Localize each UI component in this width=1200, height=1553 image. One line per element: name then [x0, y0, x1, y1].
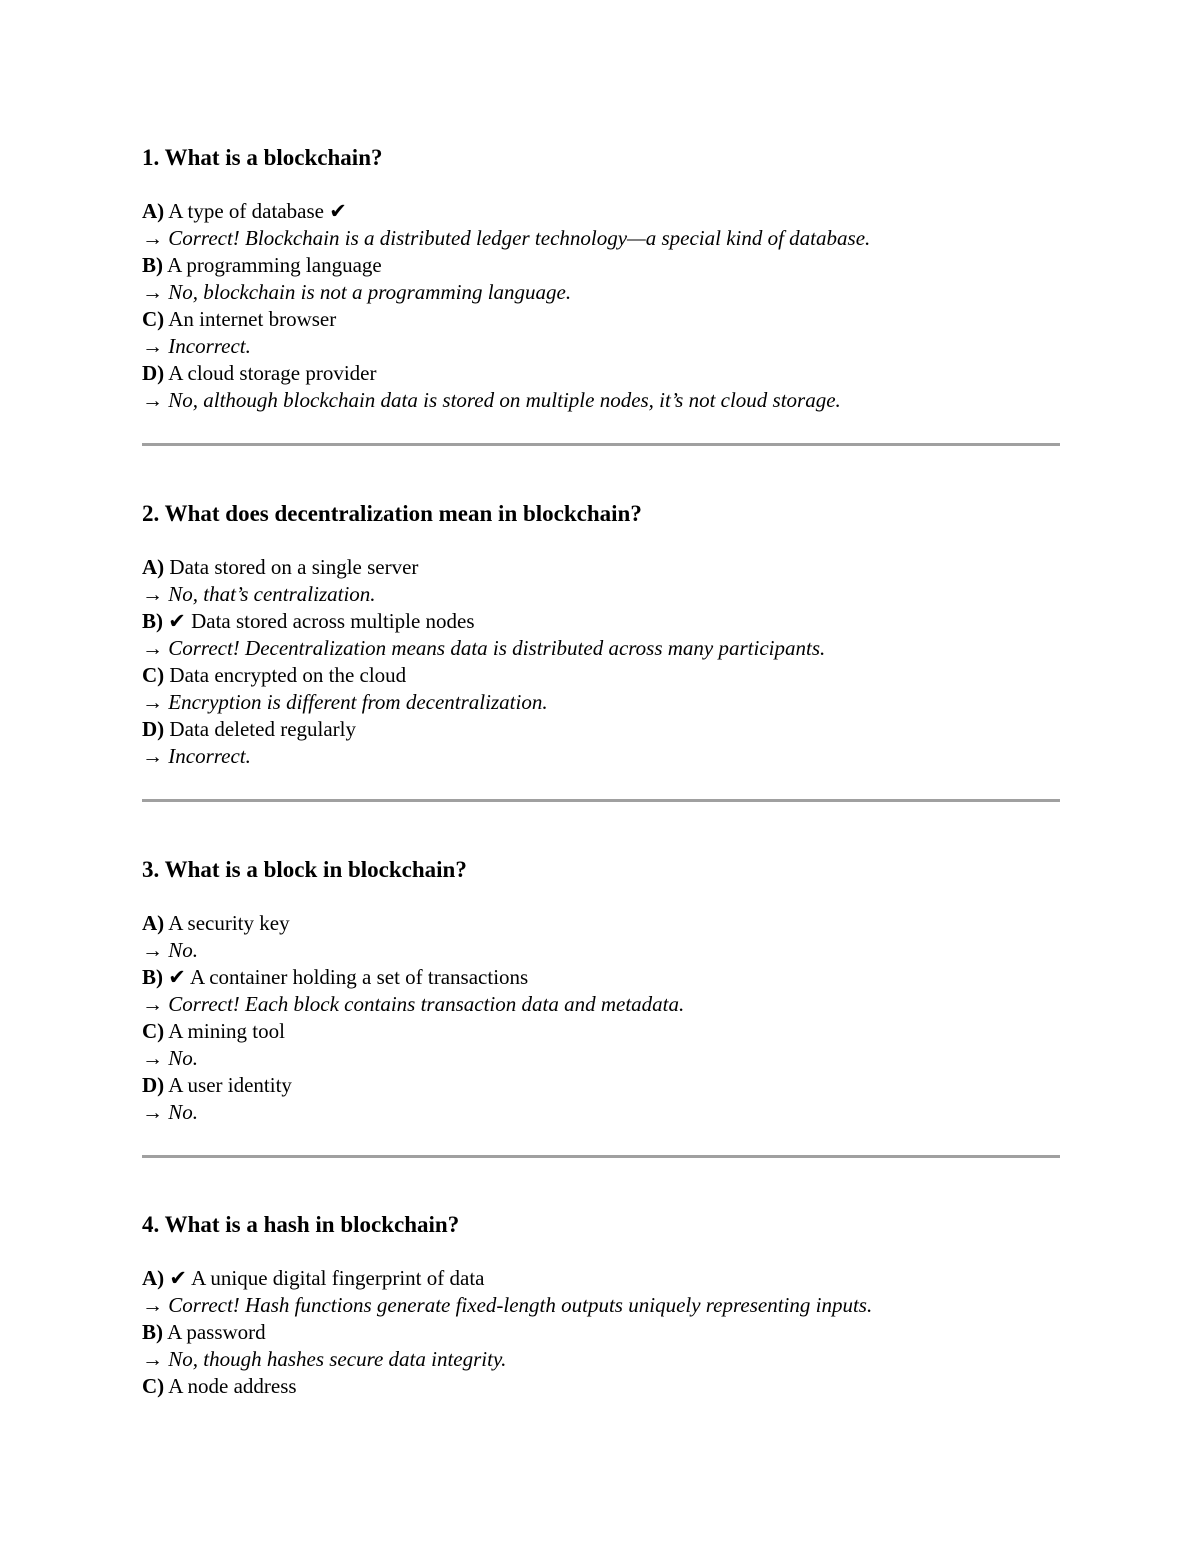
- options-list: [142, 554, 1060, 770]
- option-text: A password: [167, 1320, 266, 1344]
- option-a: [142, 198, 1060, 225]
- arrow-icon: →: [142, 334, 163, 358]
- question-4: [142, 1211, 1060, 1400]
- arrow-icon: →: [142, 992, 163, 1016]
- feedback-text: Correct! Decentralization means data is distributed across many participants.: [168, 636, 826, 660]
- arrow-icon: →: [142, 744, 163, 768]
- option-letter: C): [142, 1019, 165, 1043]
- check-icon: ✔: [169, 1266, 188, 1290]
- option-a: [142, 910, 1060, 937]
- option-feedback: [142, 225, 1060, 252]
- arrow-icon: →: [142, 938, 163, 962]
- option-letter: B): [142, 609, 163, 633]
- option-text: A security key: [168, 911, 290, 935]
- arrow-icon: →: [142, 1293, 163, 1317]
- option-letter: A): [142, 911, 165, 935]
- question-title: 3. What is a block in blockchain?: [142, 857, 467, 882]
- option-c: [142, 1373, 1060, 1400]
- option-text: An internet browser: [168, 307, 337, 331]
- option-text: A cloud storage provider: [168, 361, 377, 385]
- option-text: Data deleted regularly: [169, 717, 356, 741]
- option-c: [142, 662, 1060, 689]
- arrow-icon: →: [142, 582, 163, 606]
- option-text: Data stored across multiple nodes: [191, 609, 475, 633]
- question-2: [142, 500, 1060, 770]
- option-letter: A): [142, 1266, 165, 1290]
- feedback-text: No.: [168, 938, 199, 962]
- option-feedback: [142, 689, 1060, 716]
- option-feedback: [142, 635, 1060, 662]
- feedback-text: Correct! Hash functions generate fixed-length outputs uniquely representing inputs.: [168, 1293, 873, 1317]
- option-feedback: [142, 581, 1060, 608]
- option-b: [142, 1319, 1060, 1346]
- option-a: [142, 554, 1060, 581]
- option-feedback: [142, 1346, 1060, 1373]
- option-text: Data stored on a single server: [169, 555, 419, 579]
- feedback-text: No, blockchain is not a programming language.: [168, 280, 572, 304]
- arrow-icon: →: [142, 1046, 163, 1070]
- arrow-icon: →: [142, 226, 163, 250]
- option-feedback: [142, 1099, 1060, 1126]
- section-divider: [142, 799, 1060, 802]
- question-1: [142, 144, 1060, 414]
- arrow-icon: →: [142, 1100, 163, 1124]
- option-b: [142, 608, 1060, 635]
- option-letter: D): [142, 1073, 165, 1097]
- section-divider: [142, 1155, 1060, 1158]
- option-letter: C): [142, 663, 165, 687]
- check-icon: ✔: [329, 199, 347, 223]
- option-letter: B): [142, 253, 163, 277]
- option-letter: C): [142, 307, 165, 331]
- option-feedback: [142, 991, 1060, 1018]
- feedback-text: No, that’s centralization.: [168, 582, 376, 606]
- option-feedback: [142, 1292, 1060, 1319]
- option-letter: B): [142, 1320, 163, 1344]
- feedback-text: No.: [168, 1100, 199, 1124]
- option-letter: B): [142, 965, 163, 989]
- option-c: [142, 306, 1060, 333]
- arrow-icon: →: [142, 280, 163, 304]
- option-text: A user identity: [168, 1073, 292, 1097]
- option-d: [142, 1072, 1060, 1099]
- option-d: [142, 716, 1060, 743]
- option-letter: D): [142, 717, 165, 741]
- option-letter: C): [142, 1374, 165, 1398]
- option-feedback: [142, 743, 1060, 770]
- question-title: 4. What is a hash in blockchain?: [142, 1212, 460, 1237]
- option-text: A programming language: [167, 253, 382, 277]
- question-title: 2. What does decentralization mean in blockchain?: [142, 501, 642, 526]
- options-list: [142, 910, 1060, 1126]
- option-text: A container holding a set of transactions: [189, 965, 529, 989]
- arrow-icon: →: [142, 690, 163, 714]
- question-3: [142, 856, 1060, 1126]
- option-letter: A): [142, 199, 165, 223]
- option-feedback: [142, 1045, 1060, 1072]
- option-feedback: [142, 333, 1060, 360]
- check-icon: ✔: [168, 609, 186, 633]
- option-text: A mining tool: [168, 1019, 285, 1043]
- option-text: A type of database: [168, 199, 324, 223]
- feedback-text: No, although blockchain data is stored on multiple nodes, it’s not cloud storage.: [168, 388, 841, 412]
- check-icon: ✔: [168, 965, 186, 989]
- feedback-text: Incorrect.: [168, 744, 251, 768]
- option-feedback: [142, 279, 1060, 306]
- option-b: [142, 252, 1060, 279]
- option-feedback: [142, 387, 1060, 414]
- option-letter: A): [142, 555, 165, 579]
- arrow-icon: →: [142, 388, 163, 412]
- feedback-text: Correct! Blockchain is a distributed ledger technology—a special kind of database.: [168, 226, 871, 250]
- arrow-icon: →: [142, 1347, 163, 1371]
- option-c: [142, 1018, 1060, 1045]
- option-a: [142, 1265, 1060, 1292]
- feedback-text: Correct! Each block contains transaction data and metadata.: [168, 992, 685, 1016]
- question-title: 1. What is a blockchain?: [142, 145, 383, 170]
- feedback-text: No, though hashes secure data integrity.: [168, 1347, 507, 1371]
- option-text: Data encrypted on the cloud: [169, 663, 407, 687]
- feedback-text: No.: [168, 1046, 199, 1070]
- option-text: A node address: [168, 1374, 297, 1398]
- option-letter: D): [142, 361, 165, 385]
- option-b: [142, 964, 1060, 991]
- option-feedback: [142, 937, 1060, 964]
- feedback-text: Incorrect.: [168, 334, 251, 358]
- options-list: [142, 1265, 1060, 1400]
- arrow-icon: →: [142, 636, 163, 660]
- section-divider: [142, 443, 1060, 446]
- feedback-text: Encryption is different from decentralization.: [168, 690, 548, 714]
- options-list: [142, 198, 1060, 414]
- option-text: A unique digital fingerprint of data: [191, 1266, 485, 1290]
- option-d: [142, 360, 1060, 387]
